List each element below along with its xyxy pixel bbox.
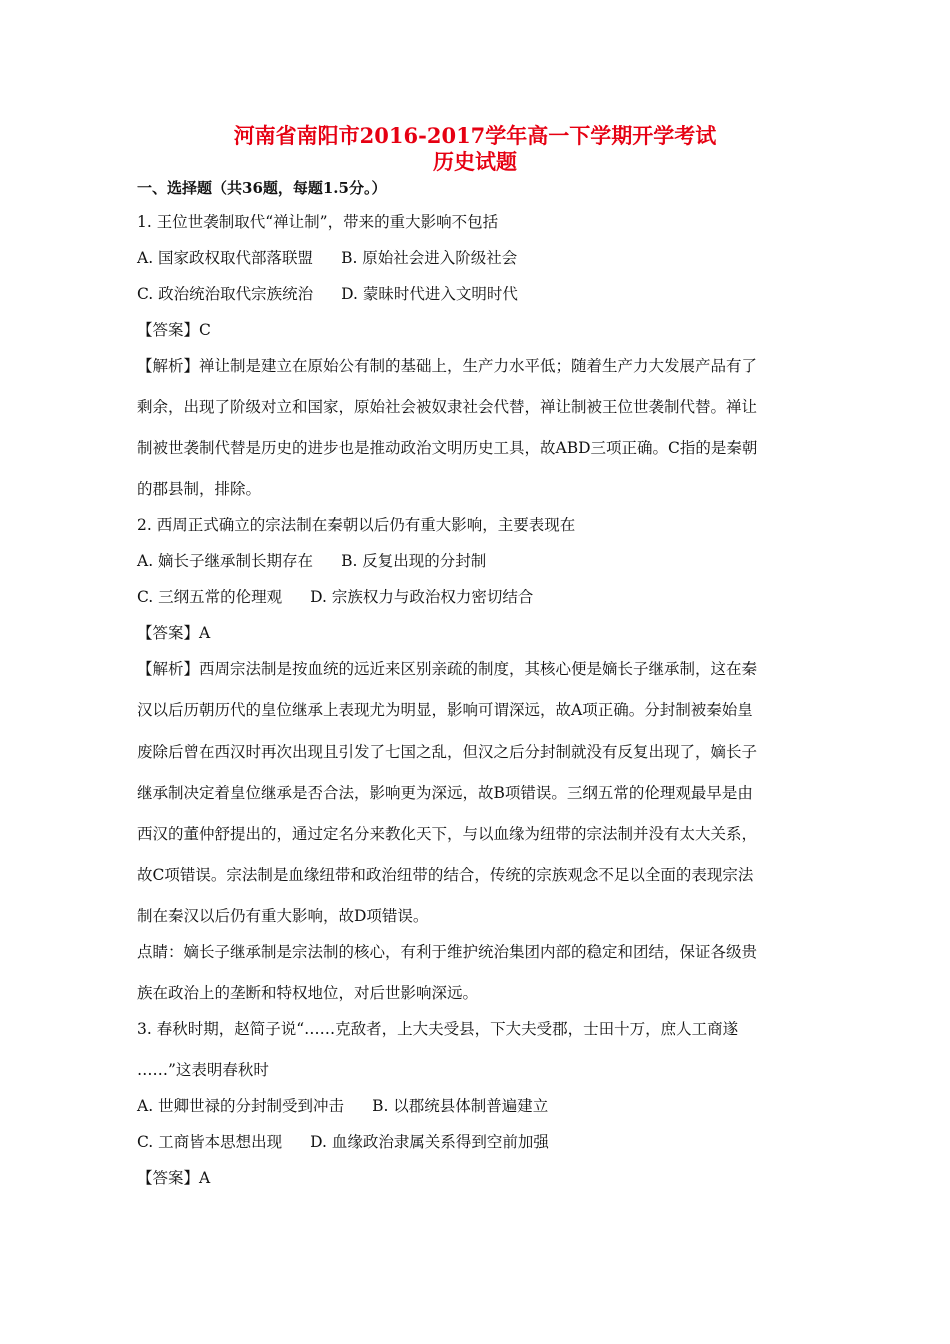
question-1-analysis-line: 剩余，出现了阶级对立和国家，原始社会被奴隶社会代替，禅让制被王位世袭制代替。禅让 [137,398,758,416]
section-heading: 一、选择题（共36题，每题1.5分。） [137,179,387,197]
question-2-analysis-line: 制在秦汉以后仍有重大影响，故D项错误。 [137,907,429,925]
question-3-options-row-2 [137,1132,549,1152]
question-3-answer: 【答案】A [137,1169,211,1187]
question-1-analysis-line: 【解析】禅让制是建立在原始公有制的基础上，生产力水平低；随着生产力大发展产品有了 [137,357,758,375]
question-2-stem: 2. 西周正式确立的宗法制在秦朝以后仍有重大影响，主要表现在 [137,516,576,534]
option-d: D. 宗族权力与政治权力密切结合 [310,588,534,606]
question-1-options-row-1 [137,248,517,268]
question-2-options-row-2 [137,587,533,607]
option-c: C. 政治统治取代宗族统治 [137,285,314,303]
question-2-analysis-line: 废除后曾在西汉时再次出现且引发了七国之乱，但汉之后分封制就没有反复出现了，嫡长子 [137,743,758,761]
question-3-stem: 3. 春秋时期，赵简子说“……克敌者，上大夫受县，下大夫受郡，士田十万，庶人工商遂 [137,1020,739,1038]
document-subtitle: 历史试题 [433,149,517,174]
question-2-analysis-line: 汉以后历朝历代的皇位继承上表现尤为明显，影响可谓深远，故A项正确。分封制被秦始皇 [137,701,753,719]
question-1-analysis-line: 制被世袭制代替是历史的进步也是推动政治文明历史工具，故ABD三项正确。C指的是秦朝 [137,439,758,457]
question-2-analysis-line: 【解析】西周宗法制是按血统的远近来区别亲疏的制度，其核心便是嫡长子继承制，这在秦 [137,660,758,678]
question-1-answer: 【答案】C [137,321,211,339]
option-b: B. 反复出现的分封制 [341,552,487,570]
option-a: A. 国家政权取代部落联盟 [137,249,314,267]
question-2-answer: 【答案】A [137,624,211,642]
option-d: D. 蒙昧时代进入文明时代 [341,285,518,303]
question-1-stem: 1. 王位世袭制取代“禅让制”，带来的重大影响不包括 [137,213,499,231]
question-2-analysis-line: 西汉的董仲舒提出的，通过定名分来教化天下，与以血缘为纽带的宗法制并没有太大关系， [137,825,758,843]
question-3-stem: ……”这表明春秋时 [137,1061,269,1079]
question-3-options-row-1 [137,1096,548,1116]
question-2-analysis-line: 故C项错误。宗法制是血缘纽带和政治纽带的结合，传统的宗族观念不足以全面的表现宗法 [137,866,754,884]
question-1-analysis-line: 的郡县制，排除。 [137,480,262,498]
question-2-analysis-line: 继承制决定着皇位继承是否合法，影响更为深远，故B项错误。三纲五常的伦理观最早是由 [137,784,753,802]
document-title: 河南省南阳市2016-2017学年高一下学期开学考试 [233,123,717,148]
option-d: D. 血缘政治隶属关系得到空前加强 [310,1133,549,1151]
option-b: B. 以郡统县体制普遍建立 [372,1097,549,1115]
option-a: A. 世卿世禄的分封制受到冲击 [137,1097,345,1115]
question-2-options-row-1 [137,551,486,571]
option-c: C. 工商皆本思想出现 [137,1133,283,1151]
option-a: A. 嫡长子继承制长期存在 [137,552,314,570]
option-b: B. 原始社会进入阶级社会 [341,249,518,267]
question-2-tip-line: 族在政治上的垄断和特权地位，对后世影响深远。 [137,984,479,1002]
question-1-options-row-2 [137,284,518,304]
question-2-tip-line: 点睛：嫡长子继承制是宗法制的核心，有利于维护统治集团内部的稳定和团结，保证各级贵 [137,943,758,961]
option-c: C. 三纲五常的伦理观 [137,588,283,606]
